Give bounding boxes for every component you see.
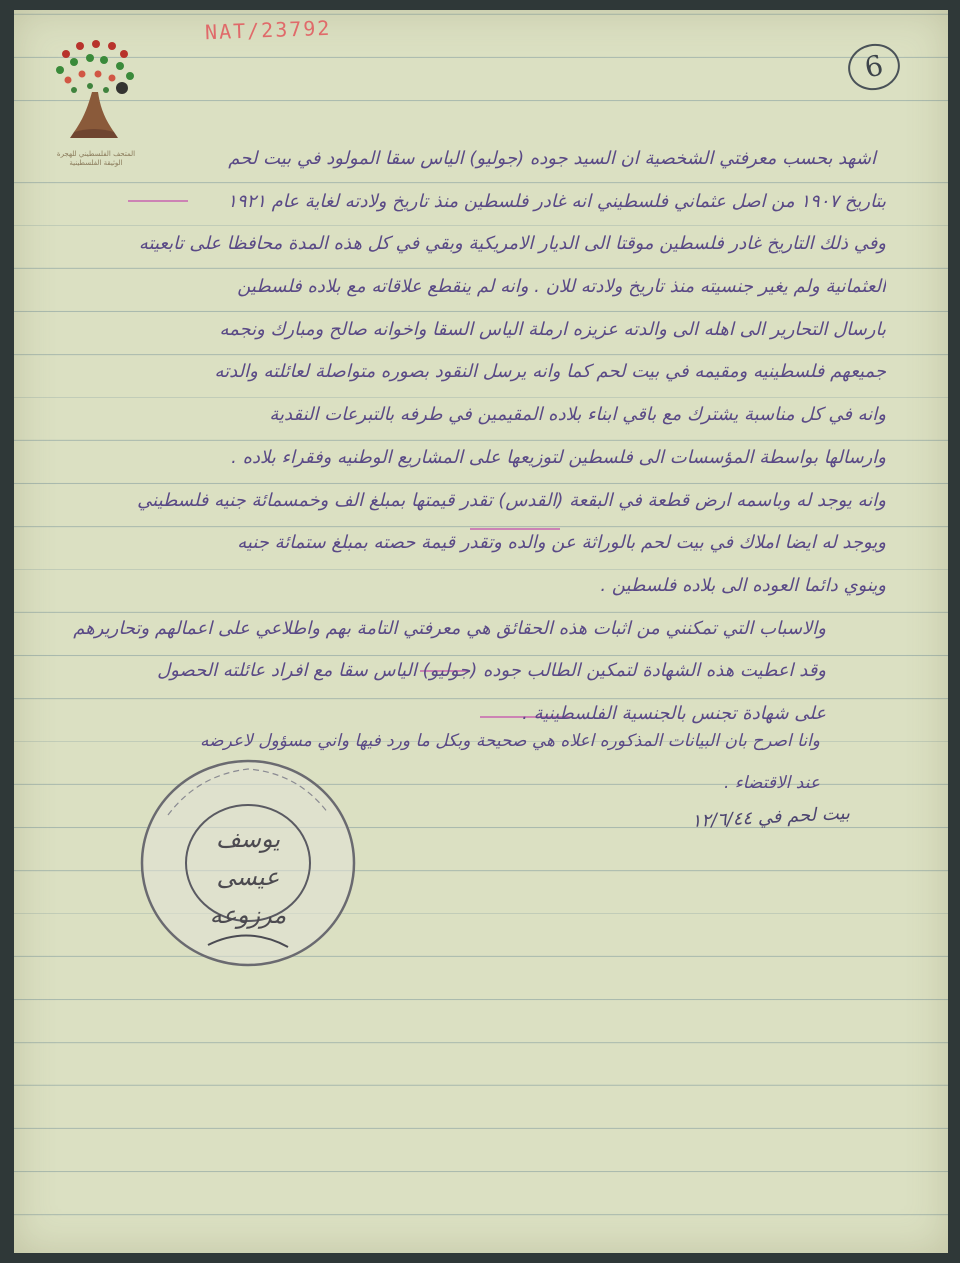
logo-caption-line: الوثيقة الفلسطينية: [69, 159, 123, 167]
body-line: وقد اعطيت هذه الشهادة لتمكين الطالب جوده (جوليو) الياس سقا مع افراد عائلته الحصول: [157, 660, 826, 682]
seal-signature: [188, 820, 308, 934]
declaration-line: عند الاقتضاء .: [724, 773, 820, 793]
body-line: ويوجد له ايضا املاك في بيت لحم بالوراثة عن والده وتقدر قيمة حصته بمبلغ ستمائة جنيه: [237, 532, 886, 554]
body-line: وانه في كل مناسبة يشترك مع باقي ابناء بلاده المقيمين في طرفه بالتبرعات النقدية: [269, 404, 886, 426]
seal-line: عيسى: [216, 863, 280, 891]
body-line: اشهد بحسب معرفتي الشخصية ان السيد جوده (جوليو) الياس سقا المولود في بيت لحم: [228, 148, 876, 169]
reference-number: NAT/23792: [204, 15, 332, 45]
body-line: العثمانية ولم يغير جنسيته منذ تاريخ ولادته للان . وانه لم ينقطع علاقاته مع بلاده فلسطين: [237, 276, 886, 298]
page-number: 6: [844, 39, 904, 95]
seal-line: مرزوعه: [209, 901, 287, 929]
certificate-body: [36, 138, 886, 736]
body-line: على شهادة تجنس بالجنسية الفلسطينية .: [522, 702, 826, 724]
body-line: وانه يوجد له وباسمه ارض قطعة في البقعة (القدس) تقدر قيمتها بمبلغ الف وخمسمائة جنيه فلسطيني: [137, 489, 886, 511]
declaration-line: وانا اصرح بان البيانات المذكوره اعلاه هي صحيحة وبكل ما ورد فيها واني مسؤول لاعرضه: [200, 731, 820, 751]
body-line: جميعهم فلسطينيه ومقيمه في بيت لحم كما وانه يرسل النقود بصوره متواصلة لعائلته والدته: [214, 361, 886, 383]
body-line: وينوي دائما العوده الى بلاده فلسطين .: [600, 574, 886, 596]
place-and-date: بيت لحم في ١٢/٦/٤٤: [691, 802, 851, 833]
body-line: وفي ذلك التاريخ غادر فلسطين موقتا الى الديار الامريكية وبقي في كل هذه المدة محافظا على تابعيته: [138, 233, 886, 255]
body-line: بارسال التحارير الى اهله الى والدته عزيزه ارملة الياس السقا واخوانه صالح ومبارك ونجمه: [219, 318, 886, 340]
body-line: والاسباب التي تمكنني من اثبات هذه الحقائق هي معرفتي التامة بهم واطلاعي على اعمالهم وتحاريرهم: [73, 617, 826, 639]
seal-line: يوسف: [215, 825, 281, 853]
body-line: وارسالها بواسطة المؤسسات الى فلسطين لتوزيعها على المشاريع الوطنيه وفقراء بلاده .: [231, 446, 886, 468]
logo-caption-line: المتحف الفلسطيني للهجرة: [56, 150, 136, 158]
body-line: بتاريخ ١٩٠٧ من اصل عثماني فلسطيني انه غادر فلسطين منذ تاريخ ولادته لغاية عام ١٩٢١: [227, 190, 886, 212]
